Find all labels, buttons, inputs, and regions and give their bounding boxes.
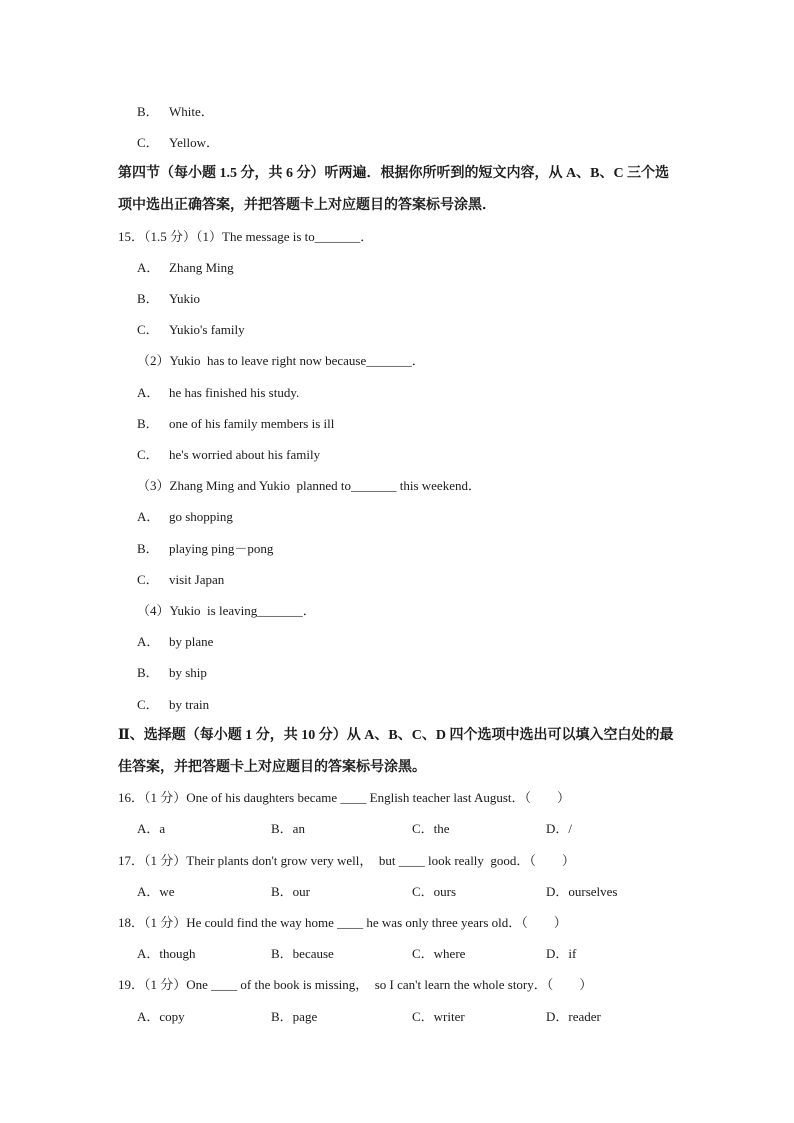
option: D．if [546,946,577,961]
option-text: playing ping－pong [169,541,274,556]
option: D．/ [546,821,573,836]
option-label: B． [137,665,159,680]
option-label: C． [137,572,159,587]
option-label: B． [137,541,159,556]
option-label: B． [137,291,159,306]
option-text: Yellow． [169,135,219,150]
option-text: he's worried about his family [169,447,321,462]
section4-heading-line1: 第四节（每小题 1.5 分，共 6 分）听两遍．根据你所听到的短文内容，从 A、B、C 三个选 [118,166,670,181]
option-label: A． [137,634,160,649]
option: B．because [271,946,334,961]
option-text: Yukio's family [169,322,245,337]
option-text: White． [169,104,214,119]
option-text: by plane [169,634,214,649]
section2-heading-line1: Ⅱ、选择题（每小题 1 分，共 10 分）从 A、B、C、D 四个选项中选出可以填入空白处的最 [118,728,674,743]
sub-question-stem: （2）Yukio has to leave right now because_______． [137,353,425,368]
question-stem: 17．（1 分）Their plants don't grow very well， but ____ look really good．（ ） [118,853,575,868]
question-stem: 15．（1.5 分）（1）The message is to_______． [118,229,374,244]
option: A．copy [137,1009,185,1024]
option-text: he has finished his study. [169,385,300,400]
option-text: by ship [169,665,207,680]
option: C．where [412,946,466,961]
option: B．our [271,884,311,899]
option: C．the [412,821,450,836]
option-text: Yukio [169,291,201,306]
sub-question-stem: （4）Yukio is leaving_______． [137,603,316,618]
option-text: one of his family members is ill [169,416,335,431]
section4-heading-line2: 项中选出正确答案，并把答题卡上对应题目的答案标号涂黑． [118,198,496,213]
option: A．a [137,821,166,836]
option-label: B． [137,104,159,119]
sub-question-stem: （3）Zhang Ming and Yukio planned to_______ this weekend． [137,478,481,493]
option-label: A． [137,260,160,275]
option: B．an [271,821,305,836]
option-label: C． [137,697,159,712]
question-stem: 19．（1 分）One ____ of the book is missing， so I can't learn the whole story．（ ） [118,977,593,992]
question-stem: 18．（1 分）He could find the way home ____ he was only three years old．（ ） [118,915,567,930]
option-text: visit Japan [169,572,225,587]
option-label: C． [137,322,159,337]
option-label: C． [137,135,159,150]
option-label: B． [137,416,159,431]
question-stem: 16．（1 分）One of his daughters became ____ English teacher last August．（ ） [118,790,571,805]
option: A．we [137,884,175,899]
option-label: C． [137,447,159,462]
option: D．ourselves [546,884,618,899]
option-label: A． [137,509,160,524]
option: D．reader [546,1009,601,1024]
option-text: Zhang Ming [169,260,234,275]
option: B．page [271,1009,318,1024]
option: A．though [137,946,196,961]
option-text: by train [169,697,210,712]
option-label: A． [137,385,160,400]
option: C．ours [412,884,457,899]
option: C．writer [412,1009,465,1024]
section2-heading-line2: 佳答案，并把答题卡上对应题目的答案标号涂黑。 [118,760,426,775]
option-text: go shopping [169,509,233,524]
